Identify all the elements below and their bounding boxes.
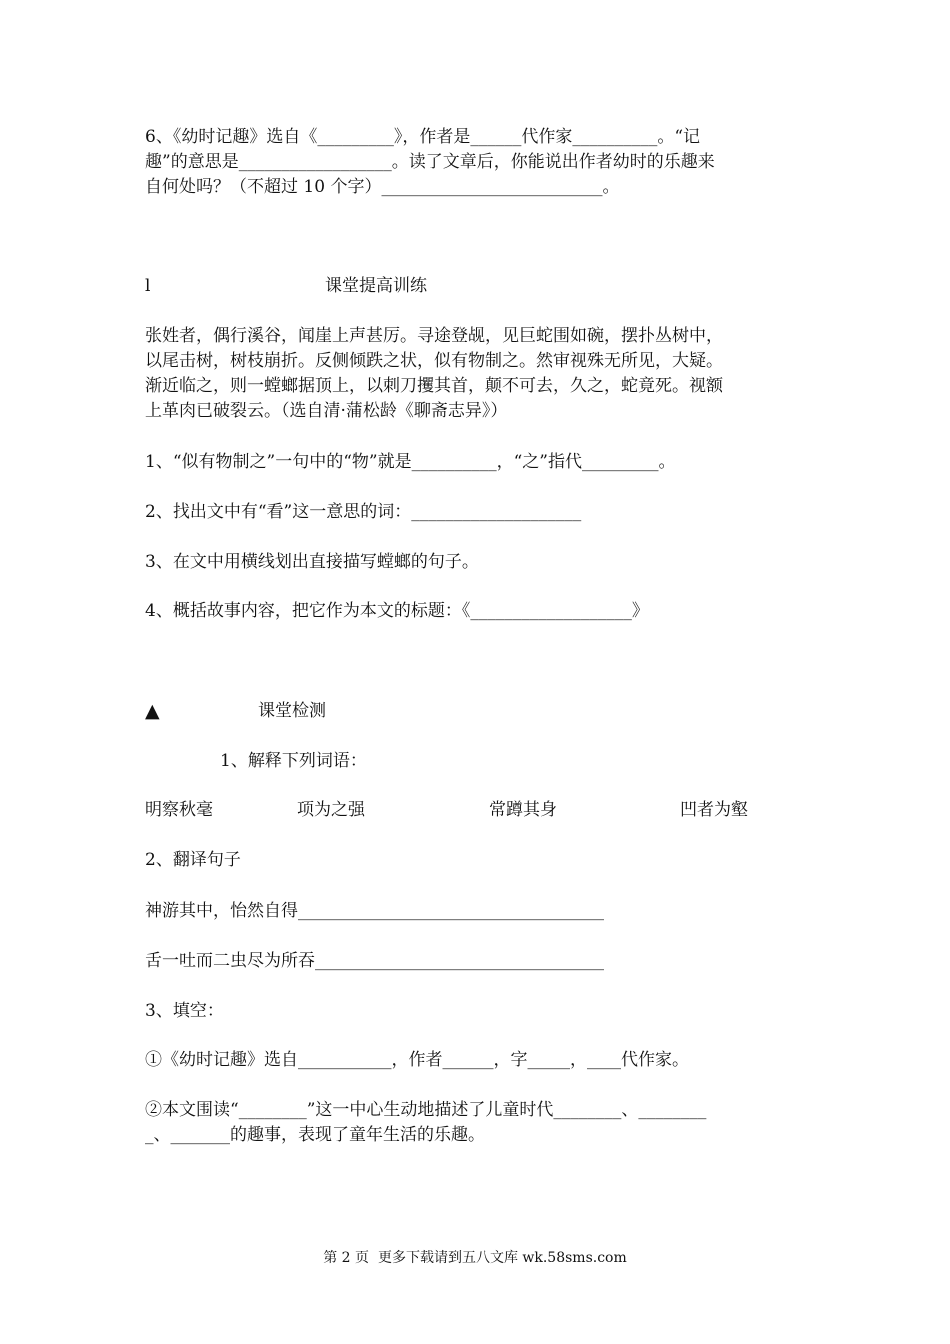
section1-question-1: 1、“似有物制之”一句中的“物”就是__________，“之”指代_________。 — [145, 452, 676, 472]
section1-question-4: 4、概括故事内容，把它作为本文的标题：《___________________》 — [145, 601, 649, 621]
passage-line-3: 渐近临之，则一螳螂据顶上，以刺刀攫其首，颠不可去，久之，蛇竟死。视额 — [145, 376, 723, 396]
term-1: 明察秋毫 — [145, 800, 213, 820]
fill-item-2-line-2: _、_______的趣事，表现了童年生活的乐趣。 — [145, 1125, 485, 1145]
section2-question-3-title: 3、填空： — [145, 1001, 224, 1021]
passage-line-2: 以尾击树，树枝崩折。反侧倾跌之状，似有物制之。然审视殊无所见，大疑。 — [145, 351, 723, 371]
section1-title: 课堂提高训练 — [325, 276, 427, 296]
fill-item-1: ①《幼时记趣》选自___________，作者______，字_____，____代作家。 — [145, 1050, 689, 1070]
section2-question-1-title: 1、解释下列词语： — [220, 751, 367, 771]
section2-question-2-title: 2、翻译句子 — [145, 850, 241, 870]
term-3: 常蹲其身 — [489, 800, 557, 820]
fill-item-2-line-1: ②本文围读“________”这一中心生动地描述了儿童时代________、________ — [145, 1100, 707, 1120]
passage-line-1: 张姓者，偶行溪谷，闻崖上声甚厉。寻途登觇，见巨蛇围如碗，摆扑丛树中， — [145, 326, 723, 346]
page-footer: 第 2 页 更多下载请到五八文库 wk.58sms.com — [323, 1250, 627, 1266]
section1-question-2: 2、找出文中有“看”这一意思的词：____________________ — [145, 502, 582, 522]
term-2: 项为之强 — [297, 800, 365, 820]
section1-marker: l — [145, 276, 151, 296]
q6-line-1: 6、《幼时记趣》选自《_________》，作者是______代作家__________。“记 — [145, 127, 701, 147]
section1-question-3: 3、在文中用横线划出直接描写螳螂的句子。 — [145, 552, 479, 572]
triangle-icon: ▲ — [145, 700, 160, 722]
q6-line-2: 趣”的意思是__________________。读了文章后，你能说出作者幼时的乐趣来 — [145, 152, 715, 172]
translate-sentence-2: 舌一吐而二虫尽为所吞__________________________________ — [145, 951, 604, 971]
term-4: 凹者为壑 — [680, 800, 748, 820]
passage-line-4: 上革肉已破裂云。（选自清·蒲松龄《聊斋志异》） — [145, 401, 508, 421]
q6-line-3: 自何处吗？（不超过 10 个字）__________________________。 — [145, 177, 620, 197]
section2-title: 课堂检测 — [258, 701, 326, 721]
translate-sentence-1: 神游其中，怡然自得____________________________________ — [145, 901, 604, 921]
